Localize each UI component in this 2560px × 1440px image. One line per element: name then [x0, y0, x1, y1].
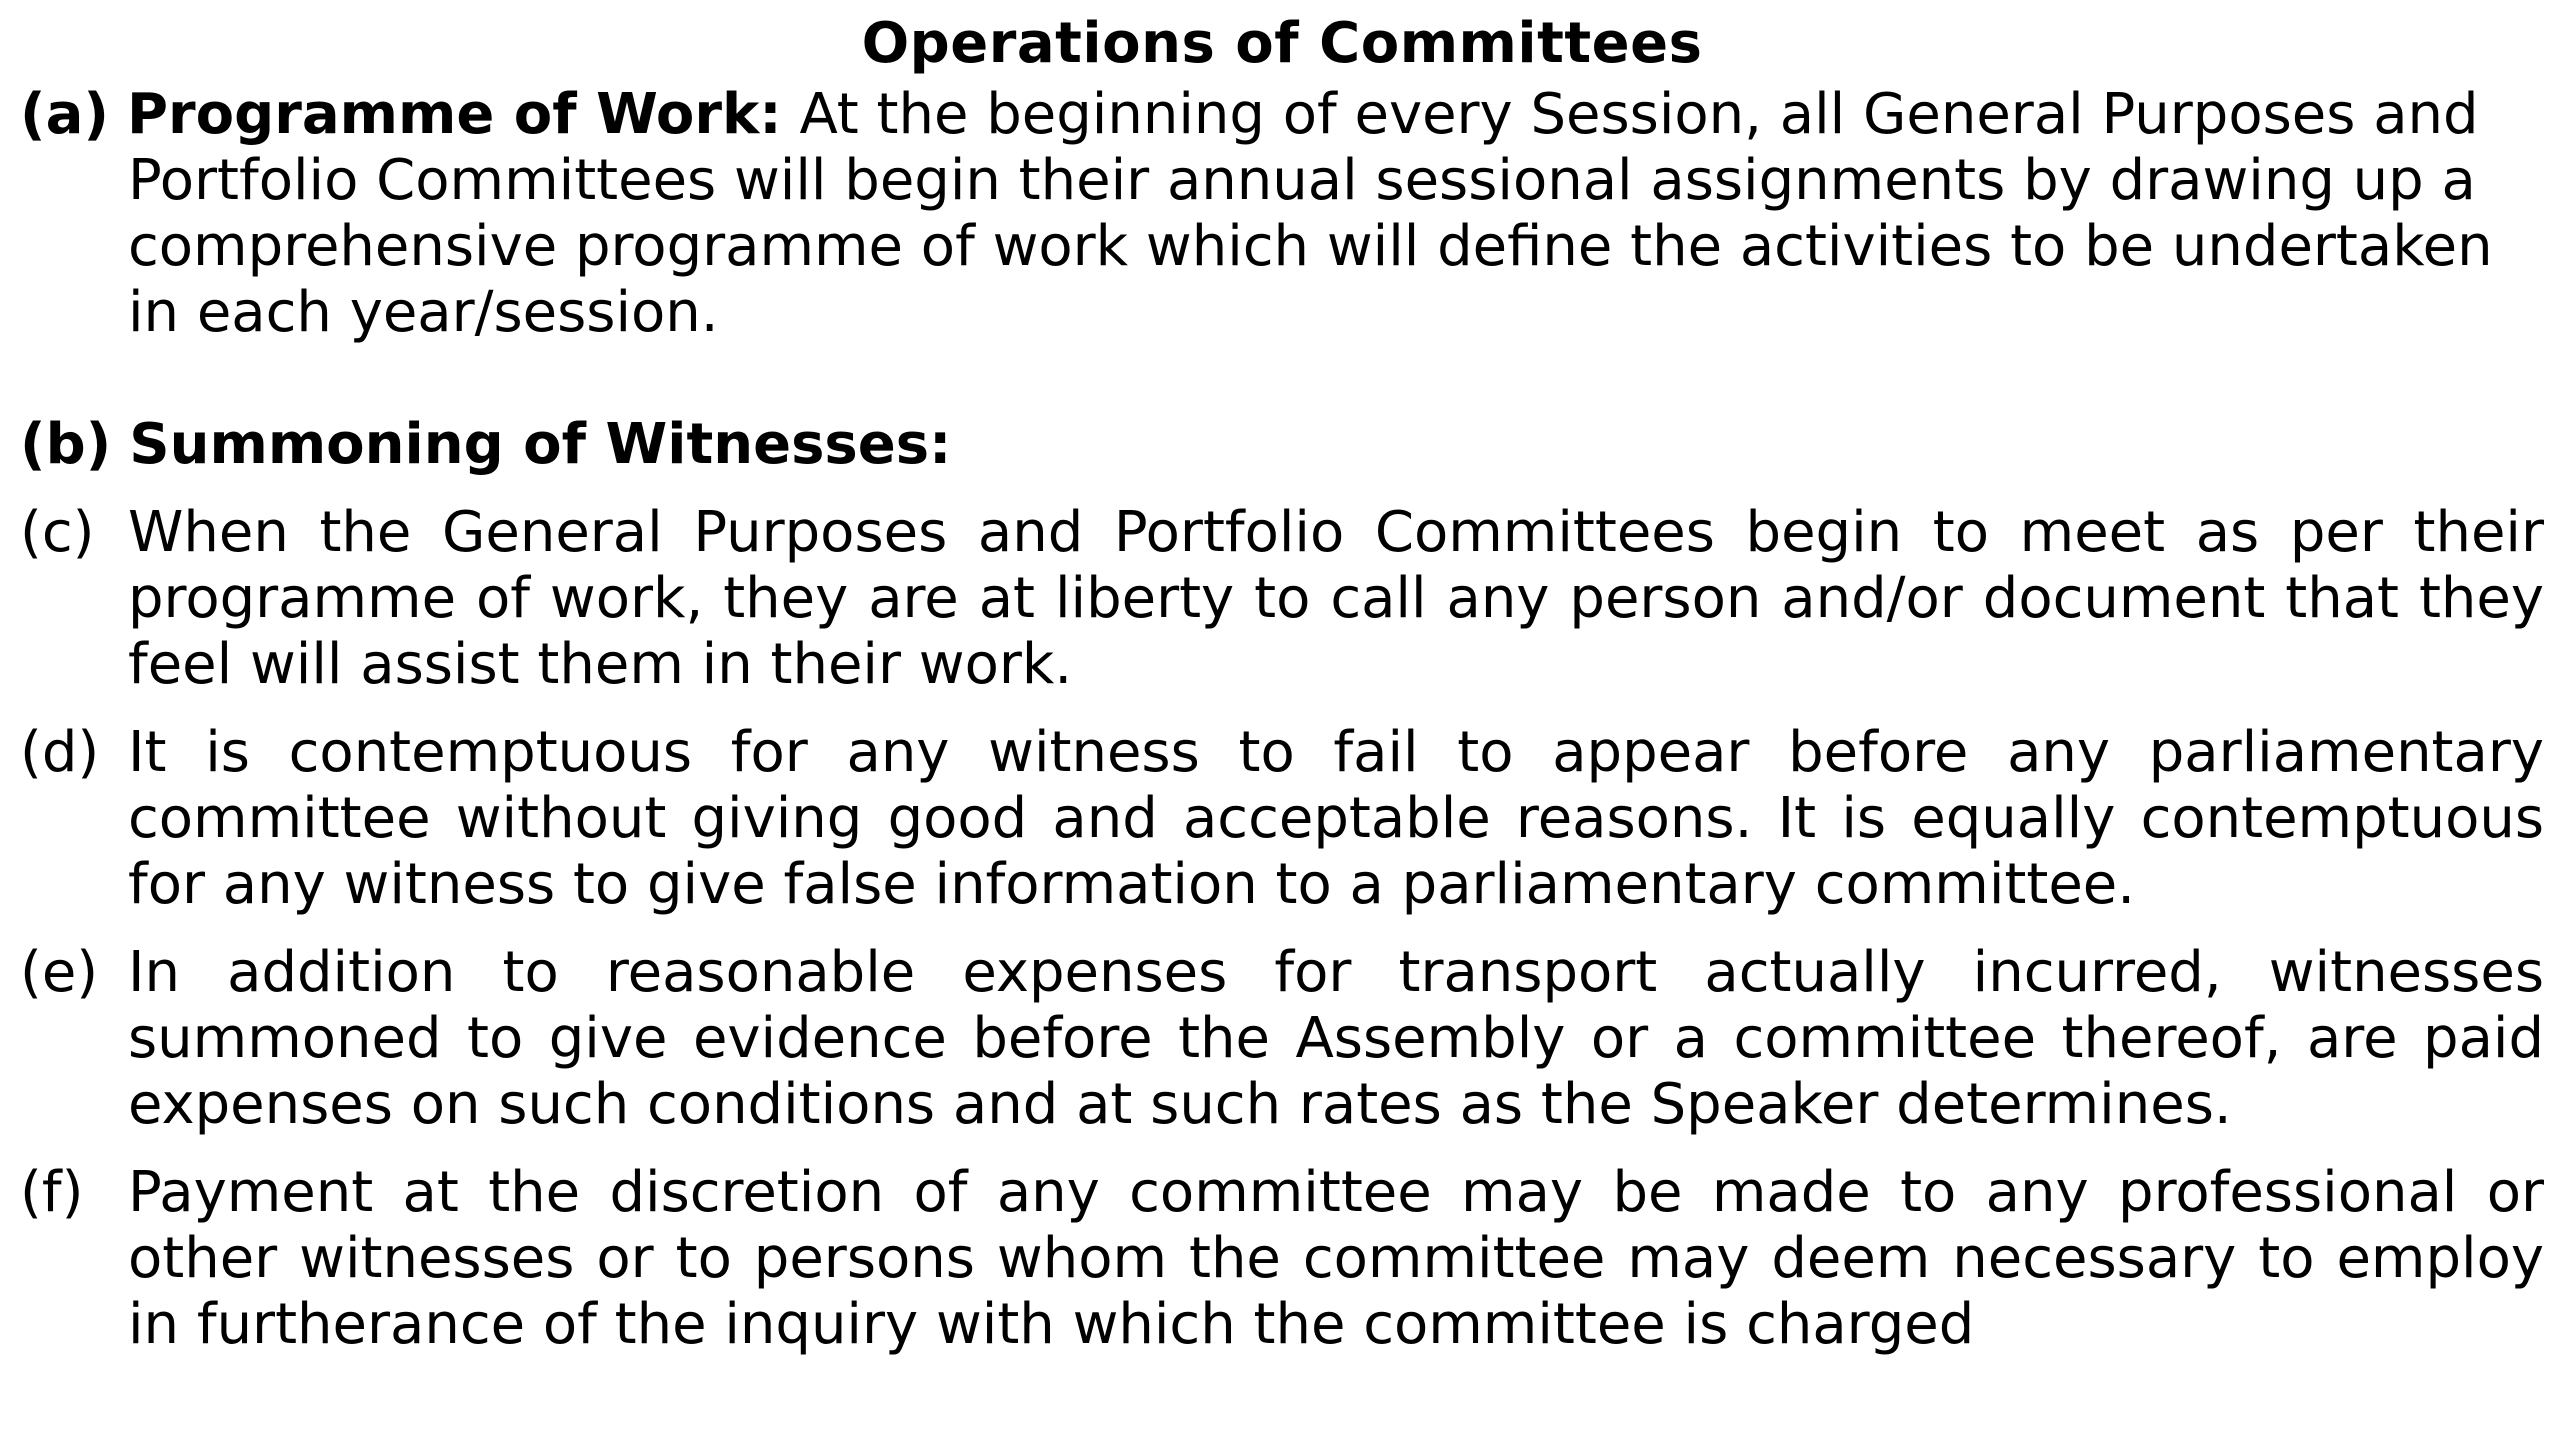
clause-d — [20, 720, 2544, 918]
clause-b — [20, 412, 2544, 478]
clause-c — [20, 500, 2544, 698]
clause-a — [20, 82, 2544, 346]
clause-f-marker: (f) — [20, 1160, 84, 1225]
document-title: Operations of Committees — [861, 11, 1703, 76]
clause-b-heading: Summoning of Witnesses: — [129, 412, 952, 477]
clause-e — [20, 940, 2544, 1138]
clause-c-marker: (c) — [20, 500, 95, 565]
clause-b-marker: (b) — [20, 412, 112, 477]
clause-e-text: In addition to reasonable expenses for transport actually incurred, witnesses summoned to give evidence before the Assembly or a committee thereof, are paid expenses on such conditions and at such rates as the Speaker determines. — [128, 940, 2544, 1137]
clause-e-marker: (e) — [20, 940, 99, 1005]
clause-d-marker: (d) — [20, 720, 100, 785]
clause-a-text: At the beginning of every Session, all General Purposes and Portfolio Committees will begin their annual sessional assignments by drawing up a comprehensive programme of work which will define the activities to be undertaken in each year/session. — [128, 82, 2493, 345]
clause-a-marker: (a) — [20, 82, 109, 147]
clause-d-text: It is contemptuous for any witness to fail to appear before any parliamentary committee without giving good and acceptable reasons. It is equally contemptuous for any witness to give false information to a parliamentary committee. — [128, 720, 2544, 917]
clause-f-text: Payment at the discretion of any committee may be made to any professional or other witnesses or to persons whom the committee may deem necessary to employ in furtherance of the inquiry with which the committee is charged — [128, 1160, 2544, 1357]
clause-a-heading: Programme of Work: — [126, 82, 782, 147]
clause-f — [20, 1160, 2544, 1358]
clause-a-body — [127, 82, 2493, 345]
clause-c-text: When the General Purposes and Portfolio Committees begin to meet as per their programme of work, they are at liberty to call any person and/or document that they feel will assist them in their work. — [128, 500, 2544, 697]
